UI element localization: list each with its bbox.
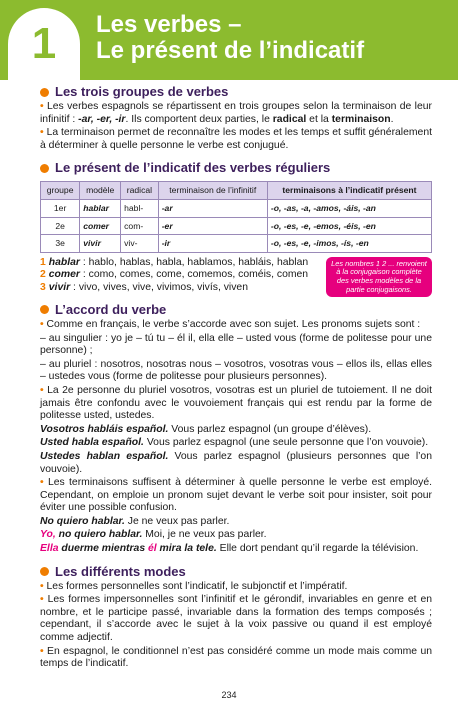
col-terminaison-infinitif: terminaison de l’infinitif [158,182,267,200]
table-row: 1er hablar habl- -ar -o, -as, -a, -amos, -áis, -an [41,199,432,217]
chapter-number: 1 [31,19,57,68]
paragraph-conditionnel: • En espagnol, le conditionnel n’est pas considéré comme un mode mais comme un temps de l’indicatif. [40,645,433,670]
example-ella: Ella duerme mientras él mira la tele. Elle dort pendant qu’il regarde la télévision. [40,543,419,555]
table-row: 3e vivir viv- -ir -o, -es, -e, -imos, -ís, -en [41,235,432,253]
example-vivir: 3 vivir : vivo, vives, vive, vivimos, vivís, viven [40,281,248,293]
orange-bullet-icon [40,164,49,173]
orange-bullet-icon [40,88,49,97]
example-ustedes: Ustedes hablan español. Vous parlez espagnol (plusieurs personnes que l’on vouvoie). [40,450,432,475]
paragraph-impersonnelles: • Les formes impersonnelles sont l’infinitif et le gérondif, invariables en genre et en nombre, et le participe passé, invariable dans la formation des temps composés ; cependant, il s’accorde avec le sujet à la voix passive ou quand il est employé comme adjectif. [40,594,432,644]
chapter-title-line1: Les verbes – [96,11,242,38]
section-title-modes: Les différents modes [40,564,432,580]
orange-bullet-icon [40,567,49,576]
col-groupe: groupe [41,182,80,200]
table-header-row [41,182,432,200]
paragraph-pronouns: • Comme en français, le verbe s’accorde avec son sujet. Les pronoms sujets sont : [40,318,421,330]
col-terminaisons-present: terminaisons à l’indicatif présent [267,182,431,200]
section-title-groups: Les trois groupes de verbes [40,84,432,100]
paragraph-terminaisons: • Les terminaisons suffisent à déterminer à quelle personne le verbe est employé. Cependant, on emploie un pronom sujet devant le verbe soit pour insister, soit pour éviter une possible confusion. [40,477,432,514]
example-usted: Usted habla español. Vous parlez espagnol (une seule personne que l’on vouvoie). [40,437,429,449]
callout-note: Les nombres 1 2 ... renvoient à la conjugaison complète des verbes modèles de la partie conjugaisons. [326,257,432,297]
example-no-quiero: No quiero hablar. Je ne veux pas parler. [40,515,230,527]
example-yo: Yo, no quiero hablar. Moi, je ne veux pas parler. [40,529,267,541]
conjugation-table [40,181,432,252]
page-content [40,84,432,671]
table-row: 2e comer com- -er -o, -es, -e, -emos, -éis, -en [41,217,432,235]
chapter-title [96,12,364,64]
paragraph-plural: – au pluriel : nosotros, nosotras nous – vosotros, vosotras vous – ellos ils, ellas elles – ustedes vous (forme de politesse pour plusieurs personnes). [40,358,432,383]
conjugation-examples [40,257,432,294]
orange-bullet-icon [40,305,49,314]
chapter-title-line2: Le présent de l’indicatif [96,37,365,64]
col-modele: modèle [80,182,121,200]
section-title-present: Le présent de l’indicatif des verbes réguliers [40,160,432,176]
col-radical: radical [121,182,159,200]
paragraph-groups: • Les verbes espagnols se répartissent en trois groupes selon la terminaison de leur infinitif : -ar, -er, -ir. Ils comportent deux parties, le radical et la terminaison. [40,101,432,125]
page-number: 234 [221,690,237,700]
paragraph-terminaison: • La terminaison permet de reconnaître les modes et les temps et suffit généralement à déterminer à quelle personne le verbe est conjugué. [40,127,432,151]
chapter-header [0,0,458,80]
chapter-badge [8,8,80,80]
example-hablar: 1 hablar : hablo, hablas, habla, hablamos, habláis, hablan [40,256,309,268]
paragraph-singular: – au singulier : yo je – tú tu – él il, ella elle – usted vous (forme de politesse pour une personne) ; [40,332,432,357]
section-title-accord: L’accord du verbe [40,302,432,318]
example-comer: 2 comer : como, comes, come, comemos, coméis, comen [40,269,309,281]
paragraph-vosotros: • La 2e personne du pluriel vosotros, vosotras est un pluriel de tutoiement. Il ne doit jamais être confondu avec le vouvoiement français qui est rendu par la forme de politesse usted, ustedes. [40,384,432,422]
paragraph-personnelles: • Les formes personnelles sont l’indicatif, le subjonctif et l’impératif. [40,580,348,592]
example-vosotros: Vosotros habláis español. Vous parlez espagnol (un groupe d’élèves). [40,423,372,435]
